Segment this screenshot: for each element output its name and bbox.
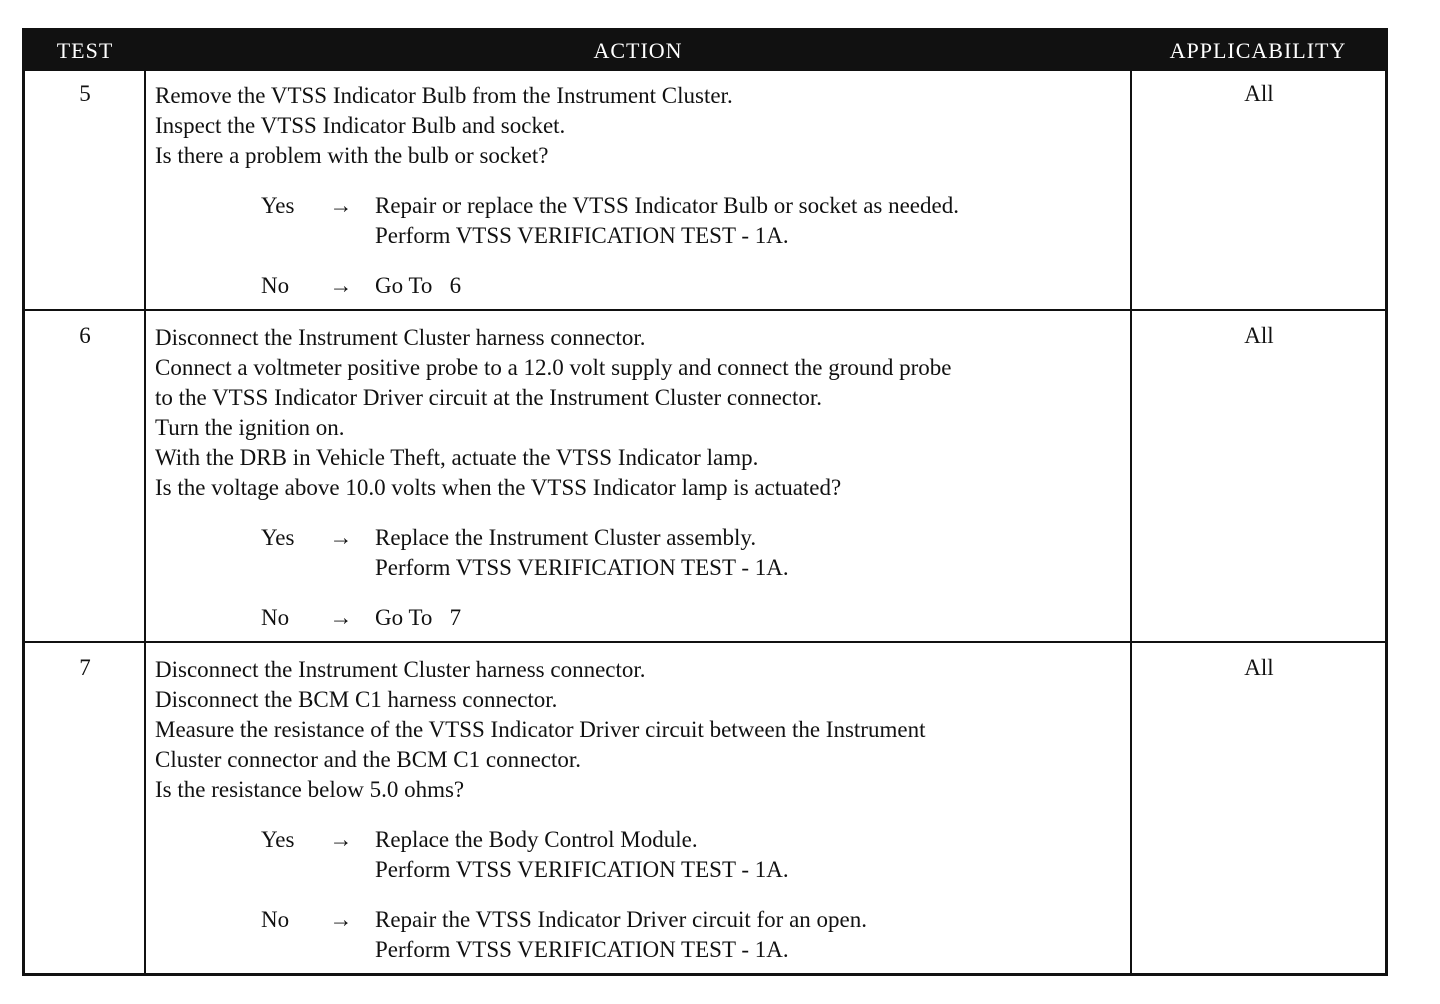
step-text: Is the voltage above 10.0 volts when the VTSS Indicator lamp is actuated? <box>155 475 842 500</box>
result-text: Go To 6 <box>375 273 462 298</box>
header-applicability: APPLICABILITY <box>1169 38 1347 63</box>
no-result <box>155 271 1135 301</box>
applicability-value: All <box>1244 323 1274 348</box>
step-text: Disconnect the Instrument Cluster harness connector. <box>155 657 646 682</box>
row-divider-2 <box>25 641 1385 643</box>
yes-label: Yes <box>261 525 295 550</box>
header-test: TEST <box>56 38 114 63</box>
header-action: ACTION <box>593 38 683 63</box>
result-text: Perform VTSS VERIFICATION TEST - 1A. <box>375 857 789 882</box>
result-text: Perform VTSS VERIFICATION TEST - 1A. <box>375 223 789 248</box>
yes-label: Yes <box>261 193 295 218</box>
result-text: Repair or replace the VTSS Indicator Bulb or socket as needed. <box>375 193 959 218</box>
yes-result <box>155 191 1135 251</box>
action-cell <box>155 323 1135 633</box>
step-text: Inspect the VTSS Indicator Bulb and socket. <box>155 113 566 138</box>
no-result <box>155 905 1135 965</box>
step-text: to the VTSS Indicator Driver circuit at the Instrument Cluster connector. <box>155 385 823 410</box>
test-number: 5 <box>79 81 91 106</box>
no-label: No <box>261 273 290 298</box>
arrow-icon: → <box>329 193 353 218</box>
test-number: 6 <box>79 323 91 348</box>
arrow-icon: → <box>329 605 353 630</box>
yes-label: Yes <box>261 827 295 852</box>
action-cell <box>155 81 1135 301</box>
yes-result <box>155 523 1135 583</box>
result-text: Replace the Instrument Cluster assembly. <box>375 525 757 550</box>
result-text: Repair the VTSS Indicator Driver circuit for an open. <box>375 907 868 932</box>
step-text: Disconnect the Instrument Cluster harness connector. <box>155 325 646 350</box>
step-text: Disconnect the BCM C1 harness connector. <box>155 687 558 712</box>
step-text: With the DRB in Vehicle Theft, actuate the VTSS Indicator lamp. <box>155 445 759 470</box>
result-text: Go To 7 <box>375 605 462 630</box>
applicability-value: All <box>1244 81 1274 106</box>
action-cell <box>155 655 1135 965</box>
result-text: Replace the Body Control Module. <box>375 827 698 852</box>
result-text: Perform VTSS VERIFICATION TEST - 1A. <box>375 937 789 962</box>
table-header <box>25 31 1385 71</box>
arrow-icon: → <box>329 273 353 298</box>
step-text: Is there a problem with the bulb or socket? <box>155 143 549 168</box>
step-text: Turn the ignition on. <box>155 415 345 440</box>
applicability-value: All <box>1244 655 1274 680</box>
no-result <box>155 603 1135 633</box>
yes-result <box>155 825 1135 885</box>
step-text: Is the resistance below 5.0 ohms? <box>155 777 465 802</box>
no-label: No <box>261 907 290 932</box>
step-text: Cluster connector and the BCM C1 connector. <box>155 747 582 772</box>
test-number: 7 <box>79 655 91 680</box>
arrow-icon: → <box>329 907 353 932</box>
no-label: No <box>261 605 290 630</box>
arrow-icon: → <box>329 827 353 852</box>
step-text: Measure the resistance of the VTSS Indicator Driver circuit between the Instrument <box>155 717 926 742</box>
arrow-icon: → <box>329 525 353 550</box>
diagnostic-table <box>22 28 1388 976</box>
step-text: Connect a voltmeter positive probe to a 12.0 volt supply and connect the ground probe <box>155 355 952 380</box>
row-divider-1 <box>25 309 1385 311</box>
column-divider-1 <box>144 71 146 973</box>
result-text: Perform VTSS VERIFICATION TEST - 1A. <box>375 555 789 580</box>
step-text: Remove the VTSS Indicator Bulb from the Instrument Cluster. <box>155 83 733 108</box>
